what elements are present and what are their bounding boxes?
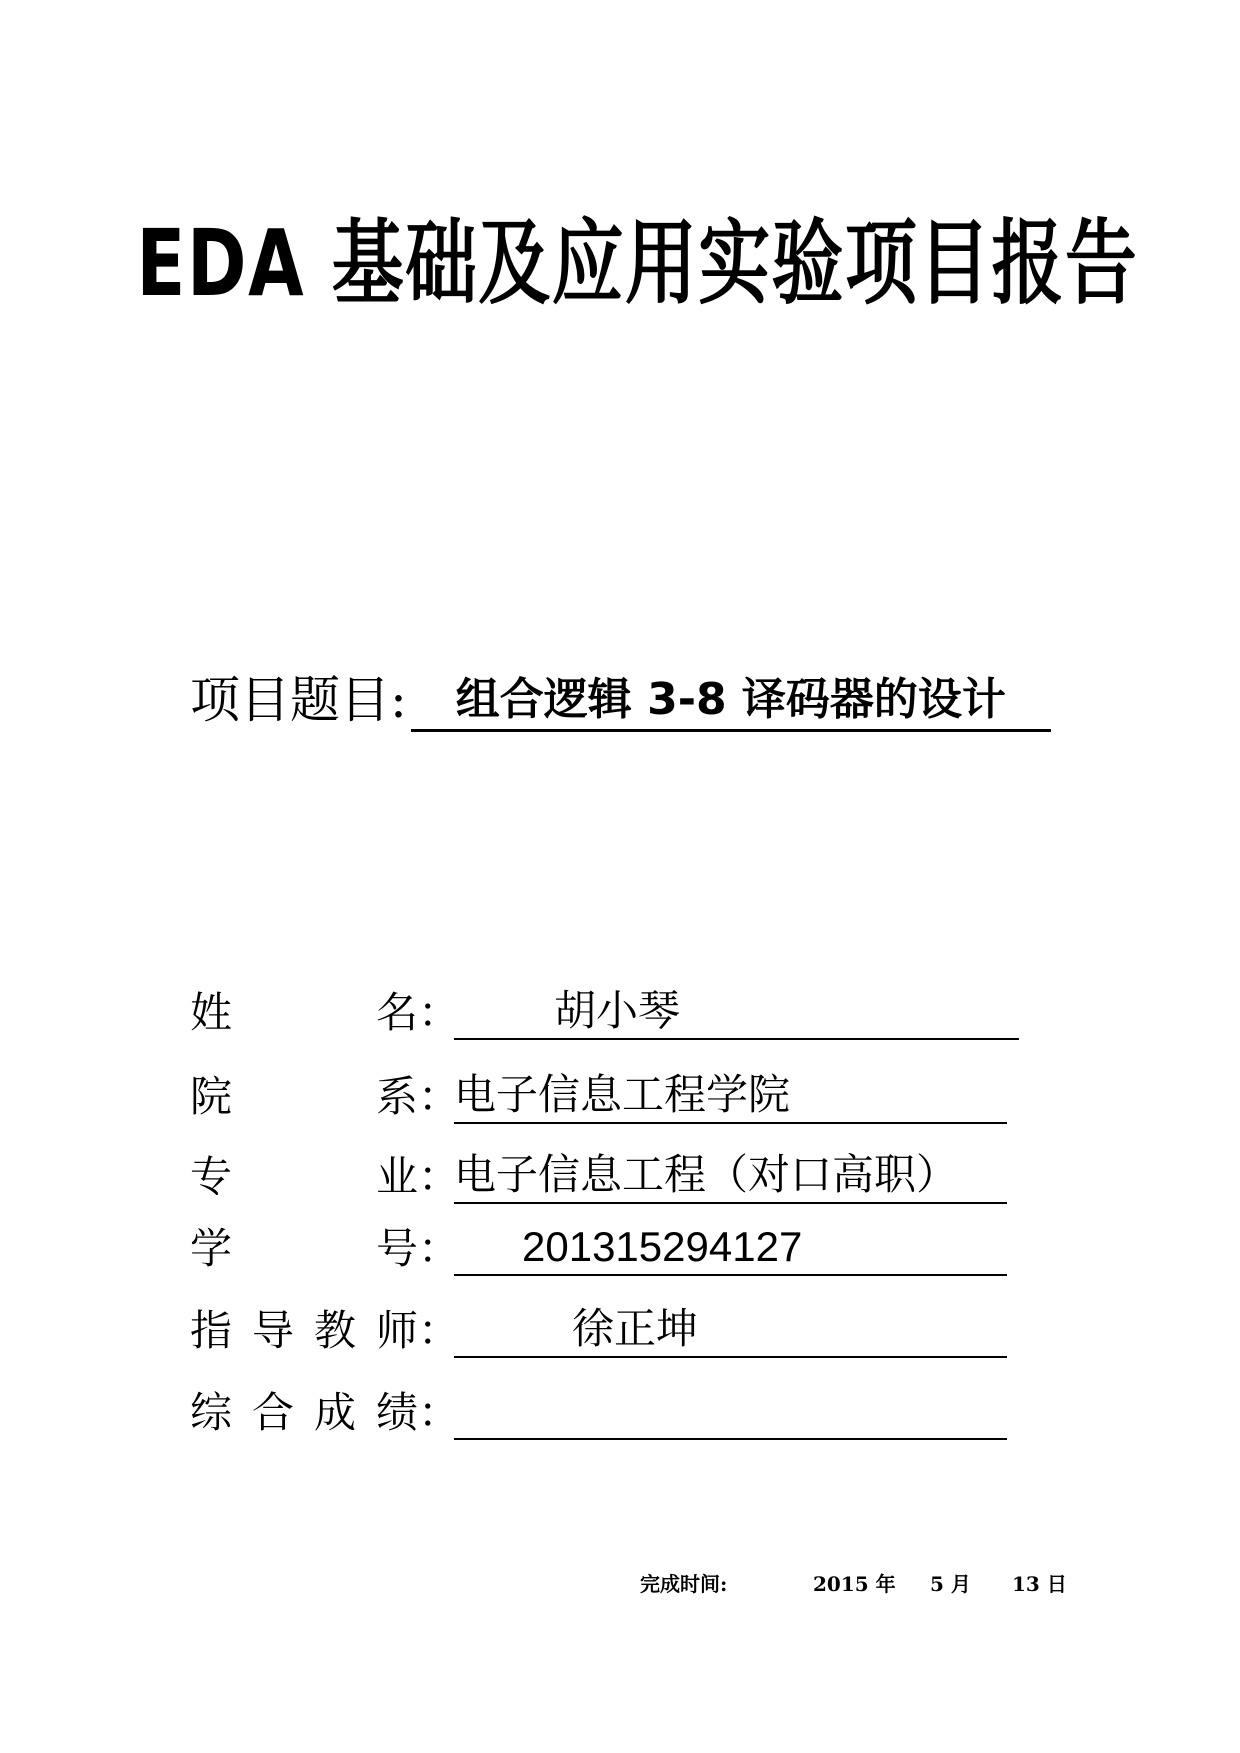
project-title-label: 项目题目: [190, 671, 407, 729]
completion-month-unit: 月 [950, 1572, 971, 1596]
field-colon: ： [418, 1306, 461, 1355]
field-value-student-id: 201315294127 [454, 1220, 1007, 1276]
field-colon: ： [418, 1152, 461, 1201]
field-row-student-id [190, 1216, 1007, 1276]
field-label-advisor: 指导教师 [190, 1306, 418, 1355]
completion-day [1012, 1568, 1067, 1597]
field-row-advisor [190, 1298, 1007, 1358]
completion-day-unit: 日 [1046, 1572, 1067, 1596]
field-label-department: 院 系 [190, 1072, 418, 1121]
field-value-major: 电子信息工程（对口高职） [454, 1148, 1007, 1204]
completion-label: 完成时间: [640, 1572, 728, 1596]
field-label-grade: 综合成绩 [190, 1388, 418, 1437]
field-row-name [190, 980, 1019, 1040]
project-title-row [190, 660, 1051, 729]
project-title-value: 组合逻辑 3-8 译码器的设计 [411, 671, 1051, 732]
field-colon: ： [418, 988, 461, 1037]
completion-year-value: 2015 [813, 1572, 869, 1596]
completion-month-value: 5 [930, 1572, 944, 1596]
report-title: EDA 基础及应用实验项目报告 [136, 210, 1139, 317]
field-label-name: 姓 名 [190, 988, 418, 1037]
field-row-grade [190, 1380, 1007, 1440]
field-value-grade [454, 1384, 1007, 1440]
field-colon: ： [418, 1072, 461, 1121]
field-colon: ： [418, 1224, 461, 1273]
completion-year-unit: 年 [875, 1572, 896, 1596]
field-value-name: 胡小琴 [454, 984, 1019, 1040]
field-value-department: 电子信息工程学院 [454, 1068, 1007, 1124]
field-value-advisor: 徐正坤 [454, 1302, 1007, 1358]
completion-day-value: 13 [1012, 1572, 1040, 1596]
field-colon: ： [418, 1388, 461, 1437]
field-row-department [190, 1064, 1007, 1124]
completion-month [930, 1568, 971, 1597]
field-label-major: 专 业 [190, 1152, 418, 1201]
field-label-student-id: 学 号 [190, 1224, 418, 1273]
completion-year [813, 1568, 896, 1597]
field-row-major [190, 1144, 1007, 1204]
